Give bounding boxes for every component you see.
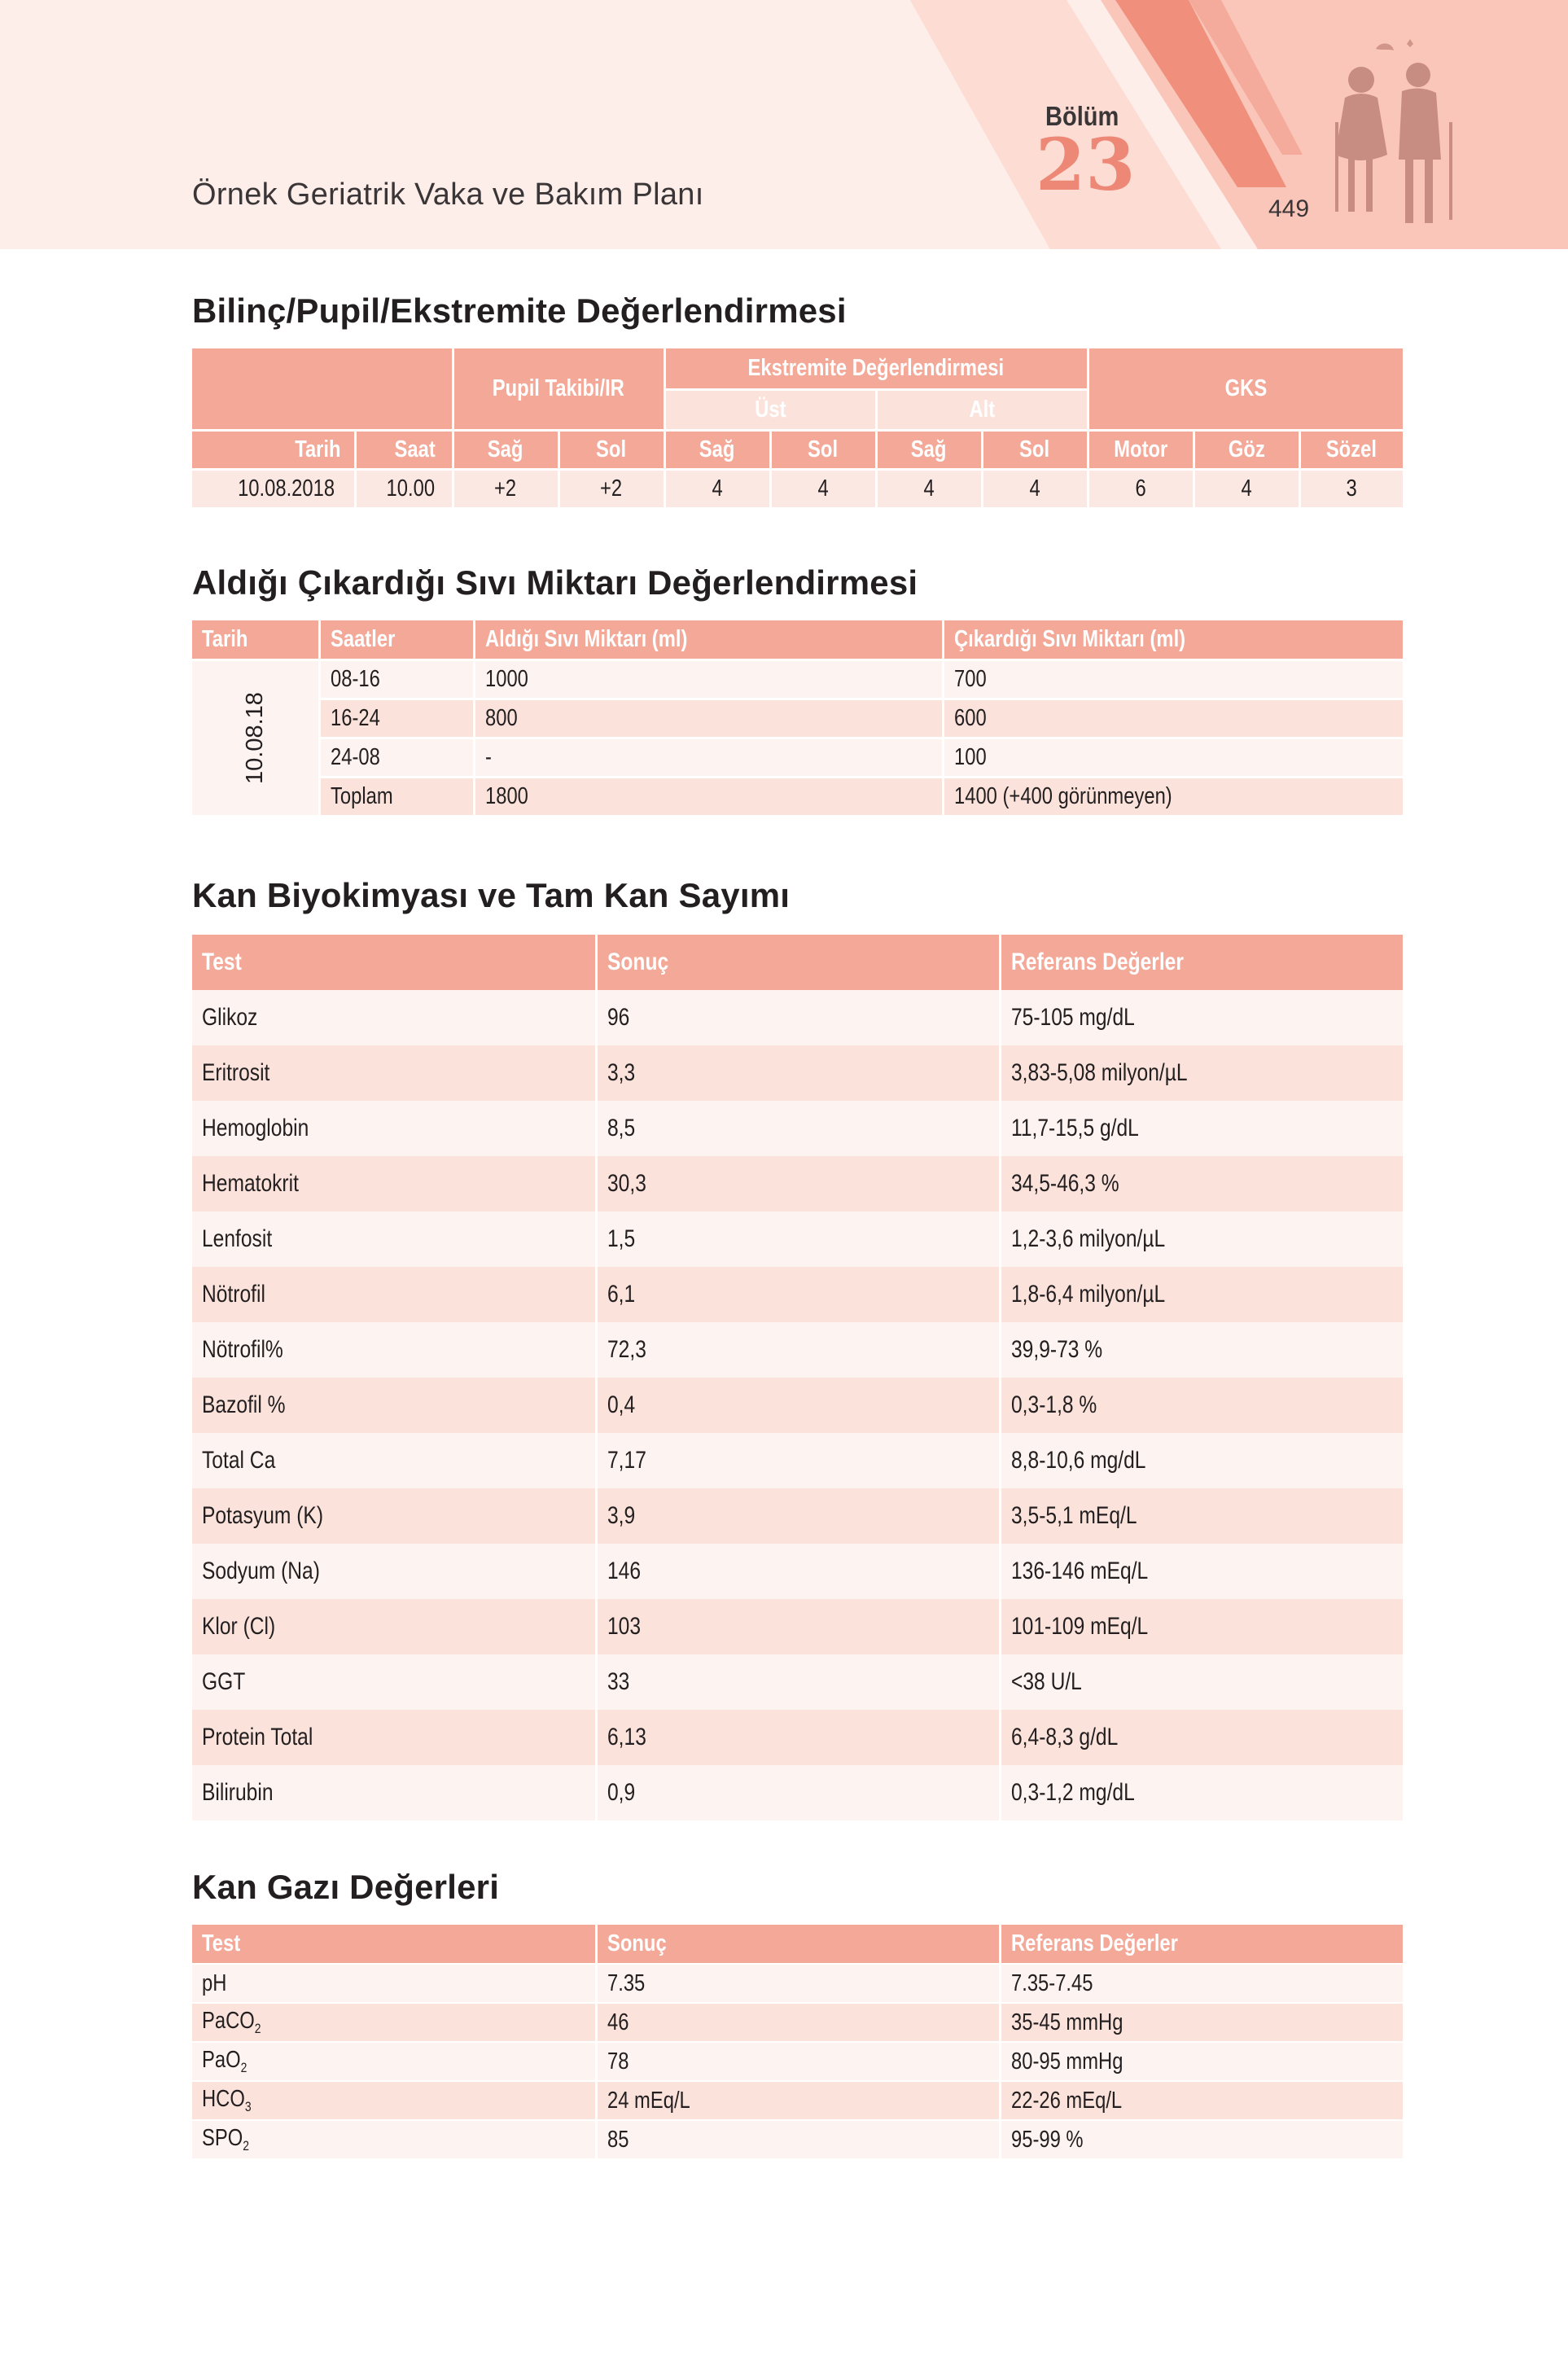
chapter-number: 23 <box>1036 122 1136 207</box>
table-cell: Total Ca <box>192 1433 596 1488</box>
table-row <box>192 1156 1404 1211</box>
table-row <box>192 1654 1404 1710</box>
table-cell: 7.35 <box>596 1964 1000 2003</box>
table-cell: +2 <box>453 469 558 508</box>
table-cell: 08-16 <box>319 659 474 699</box>
table-row <box>192 1045 1404 1101</box>
table-cell: 4 <box>1194 469 1299 508</box>
table-cell: Lenfosit <box>192 1211 596 1267</box>
table-cell: 3,9 <box>596 1488 1000 1544</box>
table-cell: 7.35-7.45 <box>1000 1964 1404 2003</box>
column-header: Çıkardığı Sıvı Miktarı (ml) <box>943 620 1404 659</box>
table-row <box>192 1433 1404 1488</box>
table-cell: 6,1 <box>596 1267 1000 1322</box>
table-cell: 78 <box>596 2042 1000 2081</box>
table-cell: 24-08 <box>319 738 474 777</box>
table-cell: GGT <box>192 1654 596 1710</box>
table-row <box>192 1710 1404 1765</box>
fluid-date-cell: 10.08.18 <box>192 659 319 816</box>
table-cell: - <box>474 738 943 777</box>
table-cell: 85 <box>596 2120 1000 2159</box>
table-cell: Potasyum (K) <box>192 1488 596 1544</box>
column-header: Sol <box>558 430 664 469</box>
pupil-group-header: Pupil Takibi/IR <box>453 348 664 430</box>
column-header: Sonuç <box>596 1925 1000 1964</box>
extremity-group-header: Ekstremite Değerlendirmesi <box>664 348 1088 389</box>
table-row <box>192 1964 1404 2003</box>
table-row <box>192 738 1404 777</box>
table-cell: 3 <box>1299 469 1404 508</box>
table-row <box>192 1211 1404 1267</box>
table-cell: Hematokrit <box>192 1156 596 1211</box>
table-row <box>192 1267 1404 1322</box>
table-cell: 10.00 <box>355 469 453 508</box>
table-row <box>192 469 1404 508</box>
table-cell: PaO$_2$ <box>192 2042 596 2081</box>
table-cell: 39,9-73 % <box>1000 1322 1404 1378</box>
table-cell: 34,5-46,3 % <box>1000 1156 1404 1211</box>
table-cell: 72,3 <box>596 1322 1000 1378</box>
table-cell: 24 mEq/L <box>596 2081 1000 2120</box>
upper-extremity-header: Üst <box>664 389 876 430</box>
table-cell: 4 <box>770 469 876 508</box>
column-header: Sözel <box>1299 430 1404 469</box>
column-header: Saatler <box>319 620 474 659</box>
section-title-gas: Kan Gazı Değerleri <box>192 1868 500 1906</box>
column-header: Göz <box>1194 430 1299 469</box>
section-title-consciousness: Bilinç/Pupil/Ekstremite Değerlendirmesi <box>192 291 847 330</box>
table-cell: 11,7-15,5 g/dL <box>1000 1101 1404 1156</box>
column-header: Referans Değerler <box>1000 1925 1404 1964</box>
table-cell: 1,5 <box>596 1211 1000 1267</box>
table-cell: 30,3 <box>596 1156 1000 1211</box>
table-cell: +2 <box>558 469 664 508</box>
table-cell: 800 <box>474 699 943 738</box>
table-cell: 1800 <box>474 777 943 816</box>
page-header-title: Örnek Geriatrik Vaka ve Bakım Planı <box>192 177 704 212</box>
table-cell: 3,3 <box>596 1045 1000 1101</box>
table-cell: 1,2-3,6 milyon/µL <box>1000 1211 1404 1267</box>
table-cell: 0,3-1,8 % <box>1000 1378 1404 1433</box>
column-header: Sağ <box>664 430 770 469</box>
gas-table <box>192 1925 1405 2160</box>
chapter-label: Bölüm <box>1045 101 1119 131</box>
table-cell: 146 <box>596 1544 1000 1599</box>
table-cell: 8,8-10,6 mg/dL <box>1000 1433 1404 1488</box>
column-header: Test <box>192 1925 596 1964</box>
gks-group-header: GKS <box>1088 348 1404 430</box>
table-cell: Klor (Cl) <box>192 1599 596 1654</box>
column-header: Sağ <box>453 430 558 469</box>
table-cell: 33 <box>596 1654 1000 1710</box>
table-cell: 6 <box>1088 469 1194 508</box>
table-cell: 136-146 mEq/L <box>1000 1544 1404 1599</box>
table-cell: 700 <box>943 659 1404 699</box>
table-cell: 8,5 <box>596 1101 1000 1156</box>
table-row <box>192 1101 1404 1156</box>
table-cell: 6,4-8,3 g/dL <box>1000 1710 1404 1765</box>
column-header: Sol <box>982 430 1088 469</box>
table-cell: $HCO_3$ <box>192 2081 596 2120</box>
table-row <box>192 1599 1404 1654</box>
table-row <box>192 659 1404 699</box>
table-cell: 10.08.2018 <box>192 469 355 508</box>
table-cell: 16-24 <box>319 699 474 738</box>
table-cell: Eritrosit <box>192 1045 596 1101</box>
column-header: Referans Değerler <box>1000 935 1404 990</box>
table-row <box>192 1544 1404 1599</box>
table-cell: 0,3-1,2 mg/dL <box>1000 1765 1404 1821</box>
table-cell: Nötrofil <box>192 1267 596 1322</box>
table-cell: 4 <box>876 469 982 508</box>
blood-table <box>192 935 1405 1821</box>
column-header: Saat <box>355 430 453 469</box>
table-cell: Protein Total <box>192 1710 596 1765</box>
table-cell: 4 <box>664 469 770 508</box>
table-cell: 1400 (+400 görünmeyen) <box>943 777 1404 816</box>
table-cell: Hemoglobin <box>192 1101 596 1156</box>
table-cell: PaCO$_2$ <box>192 2003 596 2042</box>
table-cell: 0,4 <box>596 1378 1000 1433</box>
column-header: Sağ <box>876 430 982 469</box>
table-cell: 101-109 mEq/L <box>1000 1599 1404 1654</box>
column-header: Tarih <box>192 430 355 469</box>
table-cell: $SPO_2$ <box>192 2120 596 2159</box>
table-cell: 95-99 % <box>1000 2120 1404 2159</box>
table-cell: 1000 <box>474 659 943 699</box>
table-row <box>192 1488 1404 1544</box>
elderly-couple-icon <box>1327 33 1490 249</box>
table-row <box>192 2042 1404 2081</box>
table-cell: 80-95 mmHg <box>1000 2042 1404 2081</box>
table-cell: pH <box>192 1964 596 2003</box>
table-cell: Sodyum (Na) <box>192 1544 596 1599</box>
table-cell: 4 <box>982 469 1088 508</box>
table-cell: 75-105 mg/dL <box>1000 990 1404 1045</box>
lower-extremity-header: Alt <box>876 389 1088 430</box>
table-cell: 35-45 mmHg <box>1000 2003 1404 2042</box>
table-cell: <38 U/L <box>1000 1654 1404 1710</box>
table-cell: Bazofil % <box>192 1378 596 1433</box>
column-header: Motor <box>1088 430 1194 469</box>
table-row <box>192 777 1404 816</box>
table-cell: Bilirubin <box>192 1765 596 1821</box>
table-row <box>192 2003 1404 2042</box>
table-cell: 1,8-6,4 milyon/µL <box>1000 1267 1404 1322</box>
table-cell: Toplam <box>319 777 474 816</box>
column-header: Aldığı Sıvı Miktarı (ml) <box>474 620 943 659</box>
page-header <box>0 0 1568 249</box>
table-cell: 46 <box>596 2003 1000 2042</box>
table-cell: 22-26 mEq/L <box>1000 2081 1404 2120</box>
table-row <box>192 1765 1404 1821</box>
table-cell: 0,9 <box>596 1765 1000 1821</box>
header-blank <box>192 348 453 430</box>
section-title-fluid: Aldığı Çıkardığı Sıvı Miktarı Değerlendirmesi <box>192 563 918 602</box>
table-row <box>192 699 1404 738</box>
column-header: Tarih <box>192 620 319 659</box>
column-header: Sol <box>770 430 876 469</box>
table-row <box>192 1322 1404 1378</box>
consciousness-table <box>192 348 1405 510</box>
table-cell: Nötrofil% <box>192 1322 596 1378</box>
table-row <box>192 2120 1404 2159</box>
table-cell: 7,17 <box>596 1433 1000 1488</box>
table-cell: 103 <box>596 1599 1000 1654</box>
table-cell: 3,5-5,1 mEq/L <box>1000 1488 1404 1544</box>
table-row <box>192 1378 1404 1433</box>
section-title-blood: Kan Biyokimyası ve Tam Kan Sayımı <box>192 876 791 914</box>
table-row <box>192 990 1404 1045</box>
table-cell: 96 <box>596 990 1000 1045</box>
table-cell: 3,83-5,08 milyon/µL <box>1000 1045 1404 1101</box>
table-cell: 6,13 <box>596 1710 1000 1765</box>
table-cell: 600 <box>943 699 1404 738</box>
table-cell: 100 <box>943 738 1404 777</box>
page-number: 449 <box>1268 195 1310 222</box>
column-header: Sonuç <box>596 935 1000 990</box>
table-cell: Glikoz <box>192 990 596 1045</box>
fluid-table <box>192 620 1405 817</box>
column-header: Test <box>192 935 596 990</box>
table-row <box>192 2081 1404 2120</box>
